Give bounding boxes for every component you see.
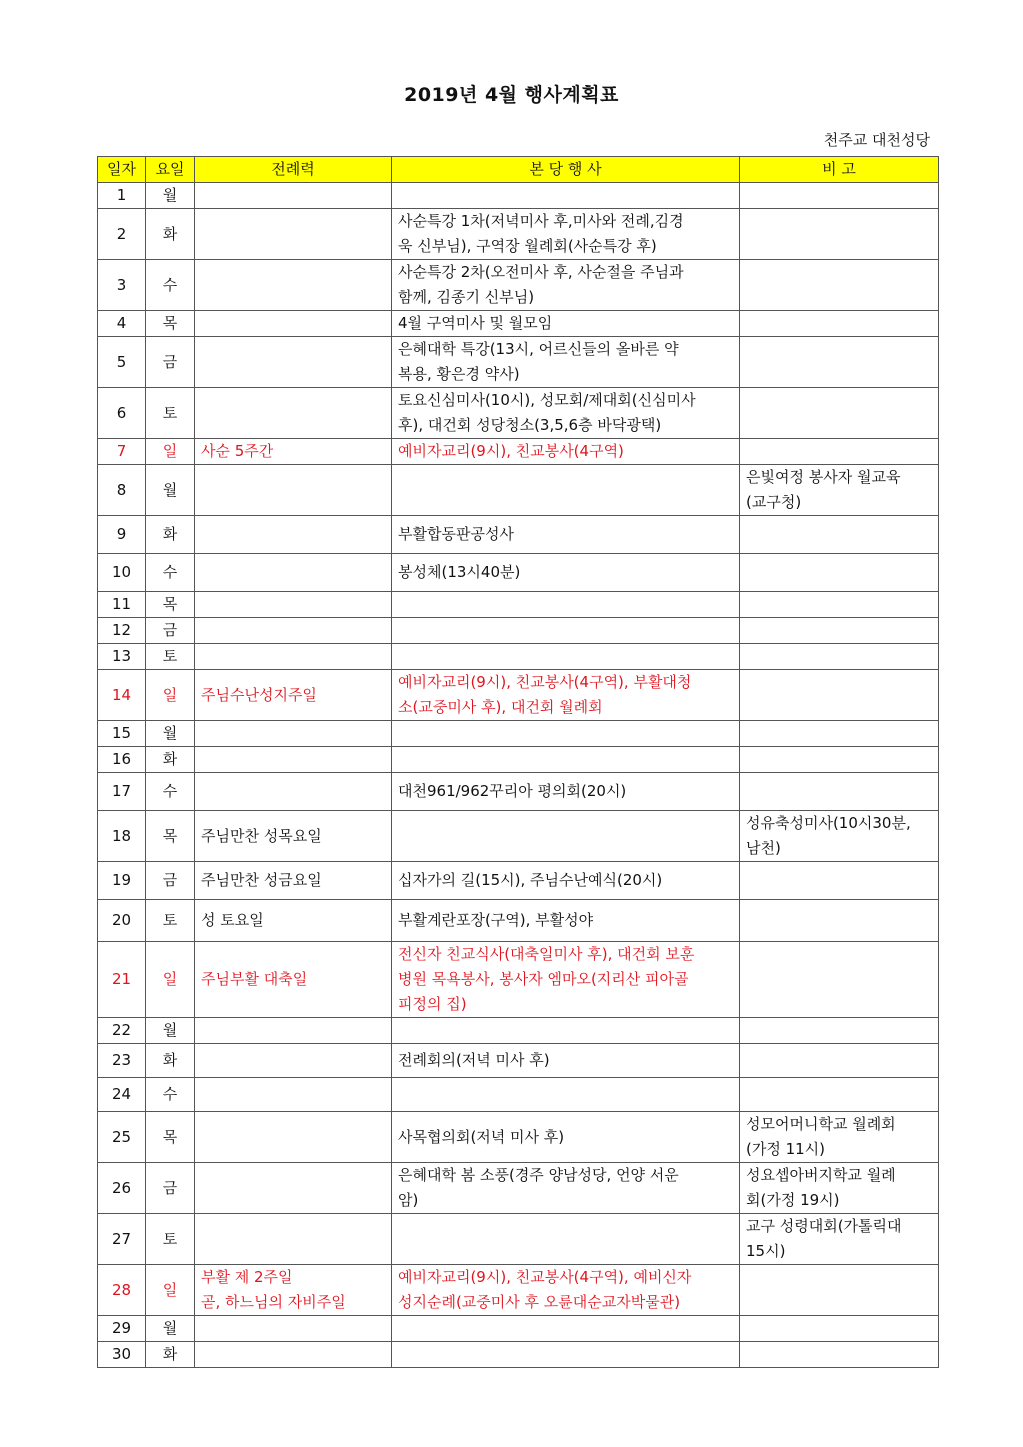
row-day: 19 [98, 862, 146, 900]
row-liturgy: 부활 제 2주일 곧, 하느님의 자비주일 [195, 1265, 392, 1316]
row-day: 16 [98, 747, 146, 773]
row-day: 13 [98, 644, 146, 670]
row-weekday: 화 [146, 1342, 195, 1368]
row-notes [740, 439, 939, 465]
row-weekday: 일 [146, 439, 195, 465]
row-events [392, 1214, 740, 1265]
row-weekday: 목 [146, 311, 195, 337]
row-events: 은혜대학 봄 소풍(경주 양남성당, 언양 서운 암) [392, 1163, 740, 1214]
table-row [98, 1342, 939, 1368]
row-day: 24 [98, 1078, 146, 1112]
row-notes [740, 1316, 939, 1342]
row-liturgy [195, 260, 392, 311]
table-row [98, 465, 939, 516]
row-events [392, 747, 740, 773]
row-notes [740, 516, 939, 554]
row-events: 예비자교리(9시), 친교봉사(4구역), 예비신자 성지순례(교중미사 후 오륜대순교자박물관) [392, 1265, 740, 1316]
row-notes: 은빛여정 봉사자 월교육 (교구청) [740, 465, 939, 516]
row-liturgy [195, 465, 392, 516]
row-events: 부활합동판공성사 [392, 516, 740, 554]
row-day: 3 [98, 260, 146, 311]
row-weekday: 목 [146, 811, 195, 862]
table-row [98, 811, 939, 862]
row-day: 17 [98, 773, 146, 811]
header-liturgy: 전례력 [195, 157, 392, 183]
row-events [392, 644, 740, 670]
row-day: 25 [98, 1112, 146, 1163]
row-liturgy [195, 1112, 392, 1163]
row-notes [740, 1342, 939, 1368]
row-notes [740, 644, 939, 670]
row-weekday: 금 [146, 337, 195, 388]
row-notes [740, 747, 939, 773]
row-day: 18 [98, 811, 146, 862]
row-weekday: 화 [146, 1044, 195, 1078]
table-row [98, 1044, 939, 1078]
row-day: 28 [98, 1265, 146, 1316]
row-notes [740, 773, 939, 811]
row-weekday: 월 [146, 721, 195, 747]
row-day: 21 [98, 942, 146, 1018]
row-events [392, 465, 740, 516]
row-weekday: 화 [146, 747, 195, 773]
row-day: 11 [98, 592, 146, 618]
table-row [98, 209, 939, 260]
row-liturgy: 주님만찬 성목요일 [195, 811, 392, 862]
schedule-table [97, 156, 939, 1368]
row-day: 30 [98, 1342, 146, 1368]
row-weekday: 토 [146, 388, 195, 439]
row-liturgy [195, 183, 392, 209]
row-liturgy [195, 554, 392, 592]
row-notes [740, 209, 939, 260]
row-liturgy: 성 토요일 [195, 900, 392, 942]
row-notes [740, 1044, 939, 1078]
header-day: 일자 [98, 157, 146, 183]
row-day: 29 [98, 1316, 146, 1342]
row-liturgy: 주님부활 대축일 [195, 942, 392, 1018]
row-weekday: 금 [146, 862, 195, 900]
row-day: 10 [98, 554, 146, 592]
header-weekday: 요일 [146, 157, 195, 183]
table-row [98, 554, 939, 592]
row-notes [740, 337, 939, 388]
row-notes [740, 554, 939, 592]
row-day: 7 [98, 439, 146, 465]
row-day: 2 [98, 209, 146, 260]
table-row [98, 1316, 939, 1342]
row-liturgy [195, 747, 392, 773]
row-day: 22 [98, 1018, 146, 1044]
row-weekday: 목 [146, 592, 195, 618]
row-weekday: 월 [146, 465, 195, 516]
row-liturgy: 사순 5주간 [195, 439, 392, 465]
header-notes: 비 고 [740, 157, 939, 183]
row-liturgy [195, 1316, 392, 1342]
row-day: 5 [98, 337, 146, 388]
row-weekday: 화 [146, 516, 195, 554]
row-weekday: 토 [146, 900, 195, 942]
row-events: 은혜대학 특강(13시, 어르신들의 올바른 약 복용, 황은경 약사) [392, 337, 740, 388]
row-liturgy: 주님수난성지주일 [195, 670, 392, 721]
row-weekday: 일 [146, 670, 195, 721]
table-row [98, 747, 939, 773]
row-weekday: 수 [146, 554, 195, 592]
row-liturgy [195, 1078, 392, 1112]
row-events [392, 183, 740, 209]
row-liturgy [195, 618, 392, 644]
row-day: 27 [98, 1214, 146, 1265]
row-events: 토요신심미사(10시), 성모회/제대회(신심미사 후), 대건회 성당청소(3,5,6층 바닥광택) [392, 388, 740, 439]
table-row [98, 900, 939, 942]
row-liturgy [195, 337, 392, 388]
row-weekday: 금 [146, 618, 195, 644]
row-liturgy [195, 644, 392, 670]
row-liturgy [195, 773, 392, 811]
row-weekday: 수 [146, 773, 195, 811]
row-day: 6 [98, 388, 146, 439]
row-events: 사순특강 2차(오전미사 후, 사순절을 주님과 함께, 김종기 신부님) [392, 260, 740, 311]
row-weekday: 토 [146, 644, 195, 670]
row-liturgy [195, 516, 392, 554]
row-notes: 성유축성미사(10시30분, 남천) [740, 811, 939, 862]
row-notes [740, 311, 939, 337]
row-notes [740, 388, 939, 439]
table-row [98, 1112, 939, 1163]
table-row [98, 592, 939, 618]
row-weekday: 목 [146, 1112, 195, 1163]
table-row [98, 618, 939, 644]
table-row [98, 260, 939, 311]
row-day: 26 [98, 1163, 146, 1214]
row-liturgy [195, 721, 392, 747]
row-notes [740, 618, 939, 644]
row-weekday: 수 [146, 260, 195, 311]
row-weekday: 월 [146, 1316, 195, 1342]
table-row [98, 388, 939, 439]
table-row [98, 337, 939, 388]
table-row [98, 644, 939, 670]
table-header-row [98, 157, 939, 183]
row-notes [740, 670, 939, 721]
row-notes [740, 900, 939, 942]
row-liturgy [195, 1214, 392, 1265]
row-events [392, 1316, 740, 1342]
row-day: 15 [98, 721, 146, 747]
row-events: 사목협의회(저녁 미사 후) [392, 1112, 740, 1163]
row-events [392, 1342, 740, 1368]
row-events: 예비자교리(9시), 친교봉사(4구역), 부활대청 소(교중미사 후), 대건회 월례회 [392, 670, 740, 721]
row-liturgy [195, 1018, 392, 1044]
row-weekday: 토 [146, 1214, 195, 1265]
row-events: 전례회의(저녁 미사 후) [392, 1044, 740, 1078]
row-events: 4월 구역미사 및 월모임 [392, 311, 740, 337]
row-notes: 성모어머니학교 월례회 (가정 11시) [740, 1112, 939, 1163]
page-title: 2019년 4월 행사계획표 [404, 84, 619, 106]
row-day: 14 [98, 670, 146, 721]
row-events: 전신자 친교식사(대축일미사 후), 대건회 보훈 병원 목욕봉사, 봉사자 엠마오(지리산 피아골 피정의 집) [392, 942, 740, 1018]
table-row [98, 862, 939, 900]
table-row [98, 1018, 939, 1044]
organization-name: 천주교 대천성당 [823, 131, 930, 149]
row-notes [740, 1265, 939, 1316]
table-row [98, 311, 939, 337]
row-events [392, 618, 740, 644]
row-notes [740, 260, 939, 311]
table-row [98, 516, 939, 554]
table-row [98, 1163, 939, 1214]
header-events: 본 당 행 사 [392, 157, 740, 183]
row-notes [740, 942, 939, 1018]
table-row [98, 439, 939, 465]
row-events [392, 1018, 740, 1044]
row-weekday: 월 [146, 183, 195, 209]
table-row [98, 721, 939, 747]
row-notes [740, 183, 939, 209]
row-liturgy [195, 592, 392, 618]
row-events: 예비자교리(9시), 친교봉사(4구역) [392, 439, 740, 465]
row-notes [740, 592, 939, 618]
row-weekday: 금 [146, 1163, 195, 1214]
row-weekday: 월 [146, 1018, 195, 1044]
row-day: 1 [98, 183, 146, 209]
table-row [98, 1078, 939, 1112]
row-liturgy [195, 1342, 392, 1368]
row-liturgy [195, 209, 392, 260]
row-day: 20 [98, 900, 146, 942]
row-notes: 성요셉아버지학교 월례 회(가정 19시) [740, 1163, 939, 1214]
row-events [392, 592, 740, 618]
row-liturgy [195, 1163, 392, 1214]
row-events: 봉성체(13시40분) [392, 554, 740, 592]
row-notes [740, 1018, 939, 1044]
row-notes [740, 862, 939, 900]
row-liturgy [195, 388, 392, 439]
row-liturgy: 주님만찬 성금요일 [195, 862, 392, 900]
table-row [98, 183, 939, 209]
row-notes: 교구 성령대회(가톨릭대 15시) [740, 1214, 939, 1265]
row-weekday: 화 [146, 209, 195, 260]
table-row [98, 1265, 939, 1316]
row-day: 9 [98, 516, 146, 554]
row-day: 8 [98, 465, 146, 516]
row-liturgy [195, 311, 392, 337]
row-day: 4 [98, 311, 146, 337]
row-events [392, 721, 740, 747]
row-weekday: 일 [146, 1265, 195, 1316]
row-notes [740, 721, 939, 747]
row-events [392, 811, 740, 862]
row-weekday: 일 [146, 942, 195, 1018]
table-row [98, 942, 939, 1018]
table-row [98, 670, 939, 721]
table-row [98, 1214, 939, 1265]
row-events: 사순특강 1차(저녁미사 후,미사와 전례,김경 욱 신부님), 구역장 월례회(사순특강 후) [392, 209, 740, 260]
row-events: 십자가의 길(15시), 주님수난예식(20시) [392, 862, 740, 900]
row-events: 대천961/962꾸리아 평의회(20시) [392, 773, 740, 811]
row-liturgy [195, 1044, 392, 1078]
row-events [392, 1078, 740, 1112]
table-row [98, 773, 939, 811]
row-events: 부활계란포장(구역), 부활성야 [392, 900, 740, 942]
row-notes [740, 1078, 939, 1112]
row-day: 23 [98, 1044, 146, 1078]
row-day: 12 [98, 618, 146, 644]
row-weekday: 수 [146, 1078, 195, 1112]
